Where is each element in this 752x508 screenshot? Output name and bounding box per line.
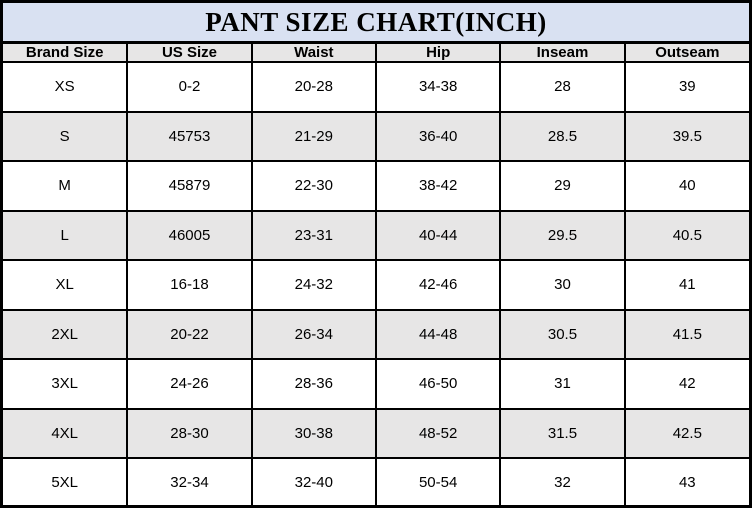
table-cell: 32-34 [127, 458, 251, 505]
table-cell: 5XL [3, 458, 127, 505]
table-cell: 46-50 [376, 359, 500, 409]
table-row [3, 310, 749, 360]
table-row [3, 458, 749, 505]
column-header: Waist [252, 44, 376, 62]
table-cell: M [3, 161, 127, 211]
table-row [3, 359, 749, 409]
table-row [3, 161, 749, 211]
table-cell: 29.5 [500, 211, 624, 261]
table-cell: 45879 [127, 161, 251, 211]
table-cell: 42.5 [625, 409, 749, 459]
table-cell: 22-30 [252, 161, 376, 211]
table-cell: 31 [500, 359, 624, 409]
table-cell: 4XL [3, 409, 127, 459]
table-cell: 30 [500, 260, 624, 310]
table-cell: 16-18 [127, 260, 251, 310]
table-row [3, 211, 749, 261]
table-cell: 26-34 [252, 310, 376, 360]
table-cell: 2XL [3, 310, 127, 360]
table-cell: XS [3, 62, 127, 112]
table-cell: 40-44 [376, 211, 500, 261]
table-cell: 28-36 [252, 359, 376, 409]
table-cell: 39 [625, 62, 749, 112]
table-cell: 30-38 [252, 409, 376, 459]
table-row [3, 112, 749, 162]
table-cell: 43 [625, 458, 749, 505]
table-cell: 23-31 [252, 211, 376, 261]
table-cell: 39.5 [625, 112, 749, 162]
table-cell: XL [3, 260, 127, 310]
table-row [3, 409, 749, 459]
table-cell: 31.5 [500, 409, 624, 459]
chart-title: PANT SIZE CHART(INCH) [3, 3, 749, 44]
table-cell: 28-30 [127, 409, 251, 459]
table-cell: 38-42 [376, 161, 500, 211]
column-header: Inseam [500, 44, 624, 62]
table-cell: 50-54 [376, 458, 500, 505]
size-table-body [3, 62, 749, 505]
table-cell: 30.5 [500, 310, 624, 360]
table-cell: 40 [625, 161, 749, 211]
table-cell: 28 [500, 62, 624, 112]
table-cell: 24-32 [252, 260, 376, 310]
table-row [3, 62, 749, 112]
column-header: US Size [127, 44, 251, 62]
column-header: Outseam [625, 44, 749, 62]
table-cell: 20-22 [127, 310, 251, 360]
table-cell: 44-48 [376, 310, 500, 360]
table-cell: 40.5 [625, 211, 749, 261]
table-cell: 20-28 [252, 62, 376, 112]
table-cell: 45753 [127, 112, 251, 162]
size-table-head [3, 44, 749, 62]
column-header: Hip [376, 44, 500, 62]
table-cell: 21-29 [252, 112, 376, 162]
size-table [3, 44, 749, 505]
table-cell: 41 [625, 260, 749, 310]
column-header: Brand Size [3, 44, 127, 62]
table-cell: L [3, 211, 127, 261]
table-cell: 29 [500, 161, 624, 211]
table-cell: S [3, 112, 127, 162]
table-cell: 42-46 [376, 260, 500, 310]
table-cell: 46005 [127, 211, 251, 261]
table-cell: 32-40 [252, 458, 376, 505]
table-row [3, 260, 749, 310]
table-cell: 41.5 [625, 310, 749, 360]
table-cell: 24-26 [127, 359, 251, 409]
table-cell: 3XL [3, 359, 127, 409]
table-cell: 42 [625, 359, 749, 409]
header-row [3, 44, 749, 62]
table-cell: 28.5 [500, 112, 624, 162]
table-cell: 48-52 [376, 409, 500, 459]
table-cell: 32 [500, 458, 624, 505]
table-cell: 0-2 [127, 62, 251, 112]
table-cell: 34-38 [376, 62, 500, 112]
table-cell: 36-40 [376, 112, 500, 162]
